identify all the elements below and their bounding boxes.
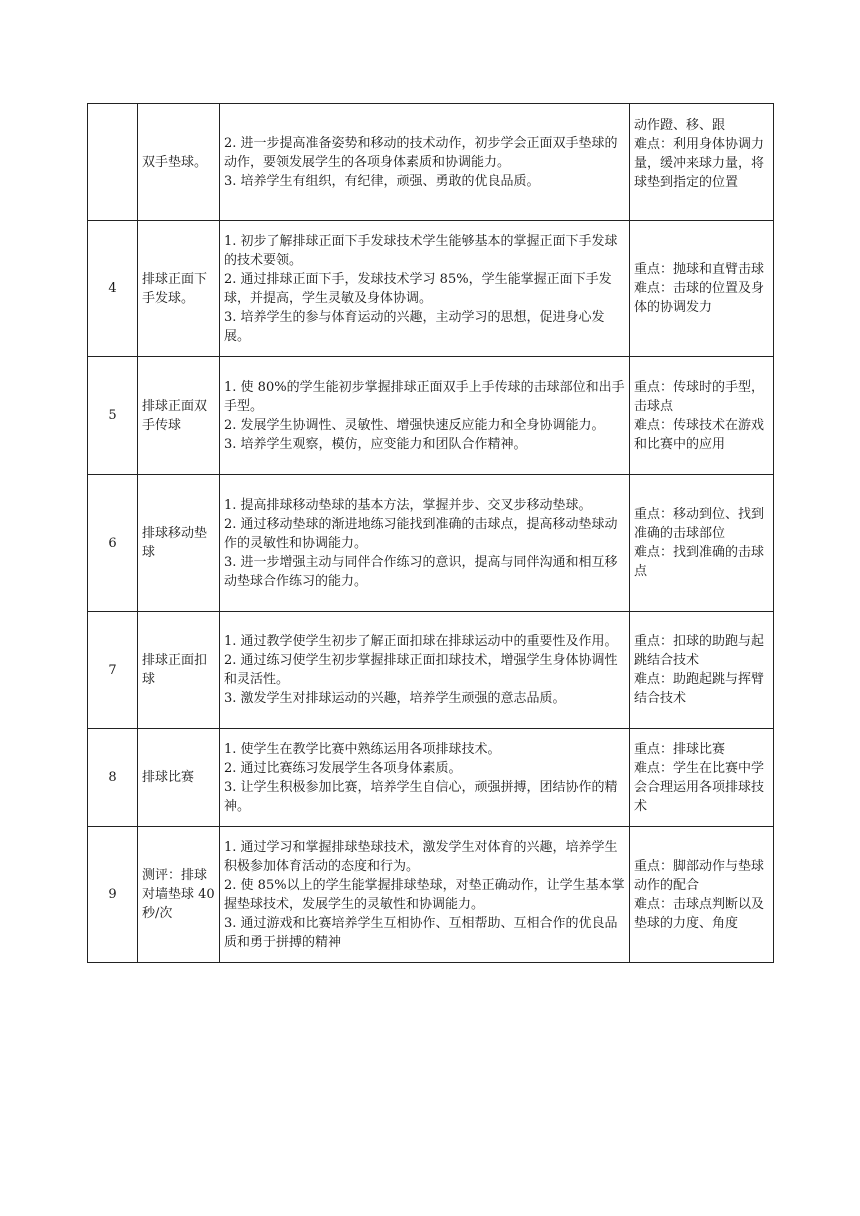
table-row (88, 827, 774, 963)
lesson-number: 7 (88, 612, 138, 729)
goal-item: 1. 使 80%的学生能初步掌握排球正面双手上手传球的击球部位和出手手型。 (224, 379, 625, 414)
key-item: 难点：击球点判断以及垫球的力度、角度 (634, 896, 765, 931)
key-item: 难点：传球技术在游戏和比赛中的应用 (634, 417, 765, 452)
key-item: 重点：移动到位、找到准确的击球部位 (634, 507, 765, 541)
goal-item: 3. 通过游戏和比赛培养学生互相协作、互相帮助、互相合作的优良品质和勇于拼搏的精神 (224, 915, 618, 950)
lesson-key-points (630, 475, 774, 612)
lesson-goals (220, 612, 630, 729)
key-item: 动作蹬、移、跟 (634, 118, 726, 133)
goal-item: 1. 初步了解排球正面下手发球技术学生能够基本的掌握正面下手发球的技术要领。 (224, 233, 618, 268)
goal-item: 1. 通过教学使学生初步了解正面扣球在排球运动中的重要性及作用。 (224, 634, 618, 649)
lesson-topic: 排球比赛 (138, 729, 220, 827)
table-row (88, 357, 774, 475)
key-item: 重点：排球比赛 (634, 741, 726, 757)
lesson-plan-table (87, 103, 774, 963)
key-item: 重点：传球时的手型，击球点 (634, 379, 765, 414)
lesson-key-points (630, 104, 774, 221)
goal-item: 2. 使 85%以上的学生能掌握排球垫球，对垫正确动作，让学生基本掌握垫球技术，发展学生的灵敏性和协调能力。 (224, 877, 625, 912)
key-item: 难点：利用身体协调力量，缓冲来球力量，将球垫到指定的位置 (634, 137, 765, 190)
lesson-number: 5 (88, 357, 138, 475)
table-row (88, 612, 774, 729)
table-row (88, 729, 774, 827)
goal-item: 3. 培养学生有组织，有纪律，顽强、勇敢的优良品质。 (224, 173, 540, 189)
goal-item: 2. 进一步提高准备姿势和移动的技术动作，初步学会正面双手垫球的动作，要领发展学生的各项身体素质和协调能力。 (224, 135, 618, 170)
lesson-key-points (630, 729, 774, 827)
lesson-topic: 排球移动垫球 (138, 475, 220, 612)
lesson-goals (220, 357, 630, 475)
goal-item: 3. 进一步增强主动与同伴合作练习的意识，提高与同伴沟通和相互移动垫球合作练习的能力。 (224, 554, 618, 589)
lesson-goals (220, 827, 630, 963)
goal-item: 2. 通过比赛练习发展学生各项身体素质。 (224, 760, 462, 776)
table-row (88, 475, 774, 612)
lesson-number: 8 (88, 729, 138, 827)
key-item: 难点：助跑起跳与挥臂结合技术 (634, 672, 765, 706)
goal-item: 3. 培养学生的参与体育运动的兴趣，主动学习的思想，促进身心发展。 (224, 309, 605, 344)
lesson-number: 9 (88, 827, 138, 963)
lesson-key-points (630, 612, 774, 729)
key-item: 难点：击球的位置及身体的协调发力 (634, 281, 765, 315)
lesson-topic: 排球正面扣球 (138, 612, 220, 729)
key-item: 难点：找到准确的击球点 (634, 545, 765, 579)
goal-item: 2. 通过移动垫球的渐进地练习能找到准确的击球点，提高移动垫球动作的灵敏性和协调能力。 (224, 516, 618, 551)
goal-item: 1. 使学生在教学比赛中熟练运用各项排球技术。 (224, 741, 501, 757)
goal-item: 1. 通过学习和掌握排球垫球技术，激发学生对体育的兴趣，培养学生积极参加体育活动的态度和行为。 (224, 839, 618, 874)
key-item: 重点：抛球和直臂击球 (634, 262, 765, 277)
goal-item: 3. 培养学生观察，模仿，应变能力和团队合作精神。 (224, 436, 527, 452)
key-item: 重点：扣球的助跑与起跳结合技术 (634, 634, 765, 668)
table-row (88, 104, 774, 221)
lesson-key-points (630, 357, 774, 475)
lesson-number: 4 (88, 221, 138, 357)
goal-item: 3. 让学生积极参加比赛，培养学生自信心，顽强拼搏，团结协作的精神。 (224, 779, 618, 814)
lesson-number (88, 104, 138, 221)
lesson-goals (220, 475, 630, 612)
table-row (88, 221, 774, 357)
goal-item: 2. 发展学生协调性、灵敏性、增强快速反应能力和全身协调能力。 (224, 417, 605, 433)
lesson-key-points (630, 221, 774, 357)
goal-item: 3. 激发学生对排球运动的兴趣，培养学生顽强的意志品质。 (224, 691, 566, 706)
goal-item: 1. 提高排球移动垫球的基本方法，掌握并步、交叉步移动垫球。 (224, 497, 592, 513)
lesson-key-points (630, 827, 774, 963)
lesson-topic: 双手垫球。 (138, 104, 220, 221)
goal-item: 2. 通过排球正面下手，发球技术学习 85%，学生能掌握正面下手发球，并提高，学生灵敏及身体协调。 (224, 271, 612, 306)
lesson-goals (220, 221, 630, 357)
lesson-goals (220, 729, 630, 827)
lesson-goals (220, 104, 630, 221)
lesson-topic: 测评：排球对墙垫球 40 秒/次 (138, 827, 220, 963)
lesson-topic: 排球正面双手传球 (138, 357, 220, 475)
key-item: 重点：脚部动作与垫球动作的配合 (634, 858, 765, 893)
lesson-topic: 排球正面下手发球。 (138, 221, 220, 357)
lesson-number: 6 (88, 475, 138, 612)
goal-item: 2. 通过练习使学生初步掌握排球正面扣球技术，增强学生身体协调性和灵活性。 (224, 653, 618, 687)
key-item: 难点：学生在比赛中学会合理运用各项排球技术 (634, 760, 765, 814)
